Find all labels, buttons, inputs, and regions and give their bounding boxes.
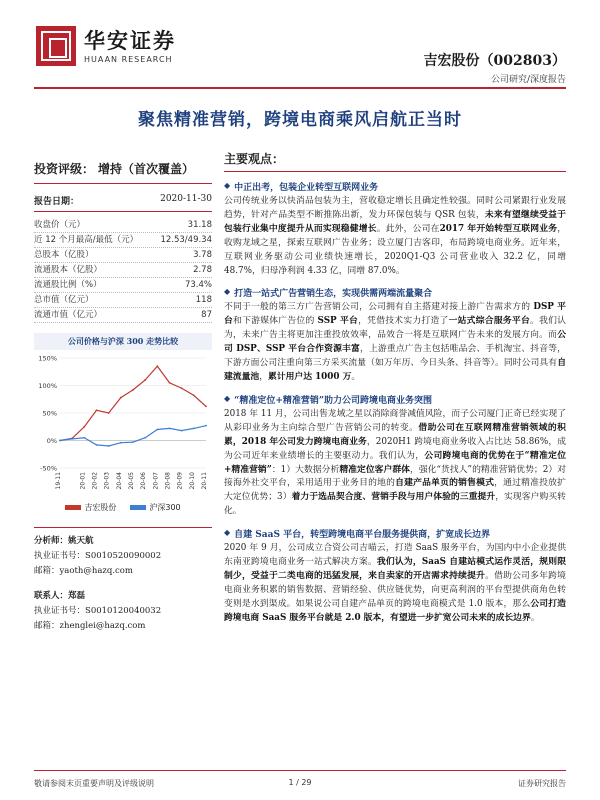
stat-label: 近 12 个月最高/最低（元） — [34, 235, 139, 245]
footer-divider — [34, 770, 566, 771]
brand-logo — [36, 26, 176, 66]
y-tick-label: 0% — [46, 437, 57, 445]
rating-label: 投资评级： — [34, 162, 95, 176]
stat-row — [34, 233, 212, 248]
diamond-icon: ◆ — [224, 392, 231, 403]
section-heading: 中正出考，包装企业转型互联网业务 — [234, 183, 379, 193]
x-tick-label: 19-11 — [55, 472, 62, 490]
section-2 — [224, 286, 566, 384]
date-label: 报告日期： — [34, 197, 80, 207]
data-point — [205, 425, 207, 427]
diamond-icon: ◆ — [224, 286, 231, 297]
data-point — [132, 389, 134, 391]
analyst-name: 姚天航 — [68, 536, 94, 546]
stat-row — [34, 293, 212, 308]
seal-icon — [36, 26, 76, 66]
header-divider — [34, 87, 566, 89]
stock-stats-table — [34, 218, 212, 323]
data-point — [193, 395, 195, 397]
stat-value: 31.18 — [187, 220, 212, 230]
data-point — [169, 428, 171, 430]
x-tick-label: 20-09 — [176, 472, 184, 490]
stat-value: 73.4% — [184, 280, 212, 290]
legend-swatch — [130, 505, 146, 510]
series-line — [60, 366, 206, 440]
data-point — [156, 365, 158, 367]
section-heading: “精准定位+精准营销”助力公司跨境电商业务突围 — [234, 395, 433, 406]
y-tick-label: -50% — [40, 464, 57, 473]
x-tick-label: 20-02 — [91, 472, 99, 490]
x-tick-label: 20-06 — [140, 472, 148, 490]
key-points — [224, 150, 566, 626]
section-body: 2020 年 9 月，公司成立合资公司吉喵云，打造 SaaS 服务平台，为国内中小企业提供东南亚跨境电商业务一站式解决方案。我们认为，SaaS 自建站模式运作灵活，规则限制少，受益于二类电商的迅猛发展，来自卖家的开店需求持续提升。借助公司多年跨境电商业务积累的销售数据、营销经验、供应链优势，向更高利润的平台型提供商角色转变则是水到渠成。如果说公司自建产品单页的跨境电商模式是 1.0 版本，那么公司打造跨境电商 SaaS 服务平台就是 2.0 版本，有望进一步扩宽公司未来的成长边界。 — [224, 543, 566, 623]
report-title: 聚焦精准营销，跨境电商乘风启航正当时 — [138, 110, 462, 130]
stat-value: 87 — [201, 310, 212, 320]
stat-value: 118 — [195, 295, 212, 305]
logo-english-name: HUAAN RESEARCH — [84, 54, 173, 64]
logo-chinese-name: 华安证券 — [84, 27, 176, 53]
stat-label: 总市值（亿元） — [34, 295, 94, 305]
data-point — [83, 437, 85, 439]
analyst-email: 邮箱：yaoth@hazq.com — [34, 566, 133, 576]
data-point — [144, 437, 146, 439]
stat-label: 总股本（亿股） — [34, 250, 94, 260]
x-tick-label: 20-08 — [164, 472, 172, 490]
section-body: 2018 年 11 月，公司出售龙域之星以消除商誉减值风险，而子公司厦门正奇已经实现了从彩印业务为主向综合型广告营销公司的转变。借助公司在互联网精准营销领域的积累，2018 年公司发力跨境电商业务，2020H1 跨境电商业务收入占比达 58.86%，成为公司近年来业绩增长的主要驱动力。我们认为，公司跨境电商的优势在于“精准定位+精准营销”：1）大数据分析精准定位客户群体，强化“货找人”的精准营销优势；2）对接海外社交平台，采用适用于业务目的地的自建产品单页的销售模式，通过精准投放扩大定位优势；3）着力于选品契合度、营销手段与用户体验的三重提升，实现客户购买转化。 — [224, 408, 566, 517]
x-tick-label: 20-04 — [115, 472, 123, 490]
contact-cert: 执业证书号：S0010120040032 — [34, 606, 162, 616]
footer-report-type: 证券研究报告 — [518, 779, 566, 788]
section-3 — [224, 393, 566, 519]
section-heading: 自建 SaaS 平台，转型跨境电商平台服务提供商，扩宽成长边界 — [234, 530, 491, 541]
data-point — [144, 379, 146, 381]
key-points-title: 主要观点： — [224, 150, 566, 172]
stat-label: 收盘价（元） — [34, 220, 86, 230]
section-1 — [224, 180, 566, 278]
y-tick-label: 150% — [38, 354, 57, 363]
data-point — [169, 382, 171, 384]
stat-label: 流通股本（亿股） — [34, 265, 103, 275]
section-heading: 打造一站式广告营销生态，实现供需两端流量聚合 — [234, 289, 433, 300]
legend-label: 吉宏股份 — [84, 503, 117, 512]
report-category: 公司研究/深度报告 — [490, 75, 566, 85]
diamond-icon: ◆ — [224, 527, 231, 538]
data-point — [120, 442, 122, 444]
y-tick-label: 50% — [42, 409, 57, 418]
data-point — [71, 438, 73, 440]
stat-row — [34, 308, 212, 323]
x-tick-label: 20-10 — [188, 472, 196, 490]
stat-row — [34, 248, 212, 263]
contact-name: 郑磊 — [68, 591, 86, 601]
data-point — [59, 440, 61, 442]
y-tick-label: 100% — [38, 382, 57, 390]
company-name: 吉宏股份（002803） — [423, 53, 566, 69]
legend-item — [65, 502, 116, 513]
date-value: 2020-11-30 — [160, 194, 212, 204]
rating-value: 增持（首次覆盖） — [98, 162, 195, 176]
section-body: 公司传统业务以快消品包装为主，营收稳定增长且确定性较强。同时公司紧跟行业发展趋势，针对产品类型不断推陈出新，发力环保包装与 QSR 包装，未来有望继续受益于包装行业集中度提升从而实现稳健增长。此外，公司在2017 年开始转型互联网业务，收购龙域之星，探索互联网广告业务；设立厦门吉客印，布局跨境电商业务。近年来，互联网业务驱动公司业绩快速增长，2020Q1-Q3 公司营业收入 32.2 亿，同增 48.7%，归母净利润 4.33 亿，同增 87.0%。 — [224, 196, 566, 276]
x-tick-label: 20-07 — [152, 472, 160, 490]
stat-value: 2.78 — [193, 265, 212, 275]
footer-disclaimer[interactable]: 敬请参阅末页重要声明及评级说明 — [34, 779, 154, 788]
data-point — [181, 387, 183, 389]
stat-row — [34, 263, 212, 278]
data-point — [181, 430, 183, 432]
analyst-cert: 执业证书号：S0010520090002 — [34, 551, 162, 561]
diamond-icon: ◆ — [224, 180, 231, 190]
stat-row — [34, 278, 212, 293]
chart-title: 公司价格与沪深 300 走势比较 — [34, 333, 212, 350]
data-point — [96, 444, 98, 446]
legend-item — [130, 502, 180, 513]
data-point — [108, 445, 110, 447]
chart-svg — [34, 350, 212, 500]
stat-label: 流通股比例（%） — [34, 280, 102, 290]
contact-email: 邮箱：zhenglei@hazq.com — [34, 621, 146, 631]
data-point — [205, 406, 207, 408]
data-point — [108, 412, 110, 414]
x-tick-label: 20-01 — [79, 472, 87, 490]
stat-label: 流通市值（亿元） — [34, 310, 103, 320]
section-body: 不同于一般的第三方广告营销公司，公司拥有自主搭建对接上游广告需求方的 DSP 平台和下游媒体广告位的 SSP 平台，凭借技术实力打造了一站式综合服务平台。我们认为，未来广告主将更加注重投放效率，品效合一将是互联网广告未来的发展方向。而公司 DSP、SSP 平台合作资源丰富，上游重点广告主包括唯品会、手机淘宝、抖音等，下游方面公司注重向第三方采买流量（如万年历、今日头条、抖音等）。同时公司具有自建流量池，累计用户达 1000 万。 — [224, 302, 566, 382]
x-tick-label: 20-03 — [103, 472, 111, 490]
chart-legend — [34, 502, 212, 513]
data-point — [120, 397, 122, 399]
stat-row — [34, 218, 212, 233]
legend-swatch — [65, 505, 81, 510]
x-tick-label: 20-05 — [128, 472, 135, 490]
data-point — [132, 441, 134, 443]
data-point — [83, 426, 85, 428]
price-chart — [34, 350, 212, 500]
page-number: 1 / 29 — [288, 778, 312, 787]
sidebar-info — [34, 160, 212, 634]
legend-label: 沪深300 — [149, 503, 181, 512]
report-date — [34, 194, 212, 212]
analyst-info — [34, 527, 212, 634]
contact-label: 联系人： — [34, 591, 69, 601]
stat-value: 3.78 — [193, 250, 212, 260]
data-point — [96, 409, 98, 411]
section-4 — [224, 527, 566, 625]
data-point — [193, 428, 195, 430]
x-tick-label: 20-11 — [201, 472, 208, 490]
data-point — [156, 429, 158, 431]
rating — [34, 160, 212, 184]
stat-value: 12.53/49.34 — [160, 235, 212, 245]
analyst-label: 分析师： — [34, 536, 69, 546]
